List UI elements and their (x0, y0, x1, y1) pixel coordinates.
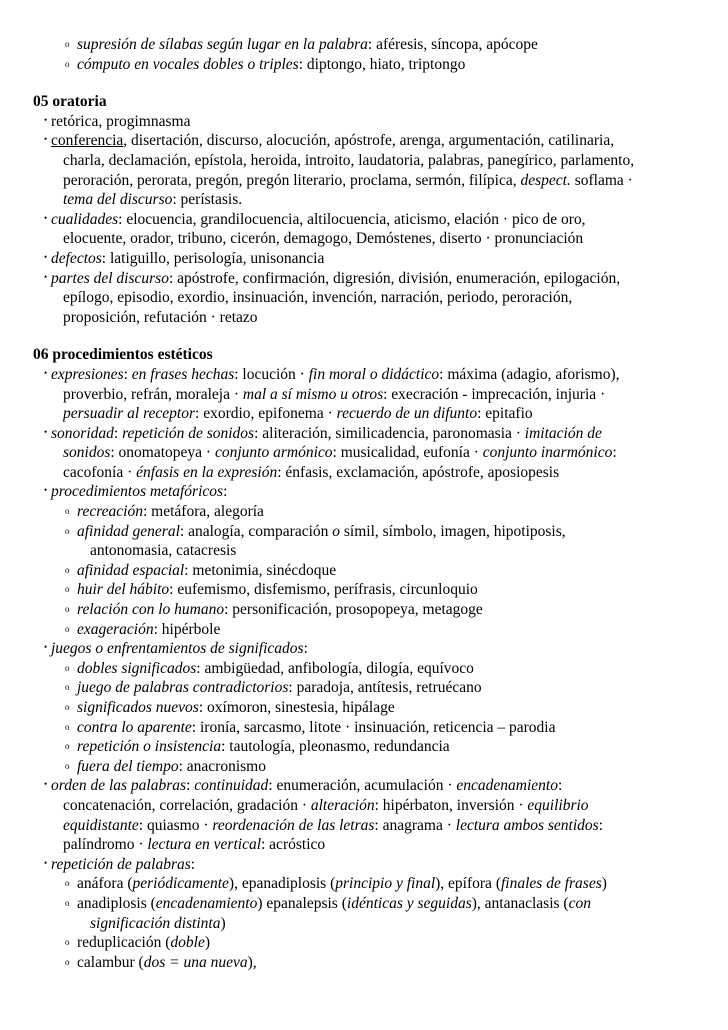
text-run: orden de las palabras (51, 777, 187, 795)
circle-bullet-icon: o (65, 682, 70, 693)
text-run: lectura ambos sentidos (455, 816, 599, 834)
text-run: : apóstrofe, confirmación, digresión, división, enumeración, epilogación, (168, 269, 621, 287)
section-heading-procedimientos: 06 procedimientos estéticos (33, 346, 213, 364)
text-run: persuadir al receptor (63, 405, 196, 423)
text-run: sonoridad (51, 424, 114, 442)
circle-bullet-icon: o (65, 584, 70, 595)
text-run: : onomatopeya · (110, 444, 215, 462)
text-run: : (557, 777, 563, 795)
list-item (0, 737, 728, 757)
text-run: ), epanadiplosis ( (228, 875, 336, 893)
list-item (0, 269, 728, 289)
text-run: exageración (77, 620, 154, 638)
text-run: significación distinta (90, 914, 221, 932)
text-run: afinidad espacial (77, 561, 185, 579)
text-run: soflama · (570, 171, 633, 189)
text-run: repetición de sonidos (122, 424, 255, 442)
text-run: : exordio, epifonema · (195, 405, 337, 423)
list-item (0, 659, 728, 679)
text-run: lectura en vertical (147, 836, 261, 854)
bullet-icon: • (44, 426, 48, 437)
list-item (0, 522, 728, 542)
text-run: huir del hábito (77, 581, 170, 599)
list-item (0, 404, 728, 424)
circle-bullet-icon: o (65, 878, 70, 889)
text-run: epílogo, episodio, exordio, insinuación, invención, narración, periodo, peroración, (63, 289, 573, 307)
text-run: ) (204, 934, 210, 952)
section-procedimientos (0, 365, 728, 972)
list-item (0, 249, 728, 269)
text-run: : ambigüedad, anfibología, dilogía, equívoco (196, 659, 474, 677)
text-run: tema del discurso (63, 191, 173, 209)
text-run: peroración, perorata, pregón, pregón literario, proclama, sermón, filípica, (63, 171, 521, 189)
text-run: elocuente, orador, tribuno, cicerón, demagogo, Demóstenes, diserto · pronunciación (63, 230, 584, 248)
text-run: calambur ( (77, 953, 144, 971)
text-run: : acróstico (261, 836, 326, 854)
text-run: : hipérbole (153, 620, 221, 638)
text-run: : (303, 640, 308, 658)
list-item (0, 600, 728, 620)
list-item (0, 835, 728, 855)
circle-bullet-icon: o (65, 897, 70, 908)
circle-bullet-icon: o (65, 506, 70, 517)
list-item (0, 482, 728, 502)
text-run: : execración - imprecación, injuria · (383, 385, 606, 403)
list-item (0, 678, 728, 698)
text-run: : oxímoron, sinestesia, hipálage (198, 699, 395, 716)
text-run: : ironía, sarcasmo, litote · insinuación, reticencia – parodia (191, 718, 556, 736)
text-run: : énfasis, exclamación, apóstrofe, aposiopesis (277, 463, 560, 481)
text-run: : anacronismo (178, 757, 266, 775)
list-item (0, 365, 728, 385)
text-run: : metonimia, sinécdoque (184, 561, 337, 579)
text-run: encadenamiento (456, 777, 558, 795)
text-run: significados nuevos (77, 699, 199, 716)
text-run: : (190, 855, 196, 873)
text-run: cacofonía · (63, 463, 137, 481)
list-item (0, 424, 728, 444)
text-run: conferencia (51, 132, 124, 150)
list-item (0, 308, 728, 328)
text-run: imitación de (524, 424, 602, 442)
text-run: fuera del tiempo (77, 757, 179, 775)
section-oratoria (0, 112, 728, 328)
circle-bullet-icon: o (65, 564, 70, 575)
text-run: partes del discurso (51, 269, 169, 287)
text-run: conjunto armónico (214, 444, 333, 462)
list-item (0, 502, 728, 522)
text-run: principio y final (335, 875, 436, 893)
text-run: anáfora ( (77, 875, 133, 893)
text-run: mal a sí mismo u otros (242, 385, 384, 403)
list-item (0, 620, 728, 640)
text-run: símil, símbolo, imagen, hipotiposis, (340, 522, 566, 540)
list-item (0, 112, 728, 132)
list-item (0, 914, 728, 934)
text-run: continuidad (194, 777, 269, 795)
text-run: cualidades (51, 210, 119, 228)
text-run: : aféresis, síncopa, apócope (367, 36, 538, 53)
bullet-icon: • (44, 212, 48, 223)
text-run: ) epanalepsis ( (257, 894, 347, 912)
circle-bullet-icon: o (65, 937, 70, 948)
text-run: recreación (77, 503, 143, 521)
text-run: : analogía, comparación (179, 522, 333, 540)
circle-bullet-icon: o (65, 662, 70, 673)
list-item (0, 639, 728, 659)
bullet-icon: • (44, 114, 48, 125)
list-item (0, 35, 728, 55)
text-run: ), antanaclasis ( (471, 894, 569, 912)
text-run: ), epífora ( (435, 875, 501, 893)
text-run: : diptongo, hiato, triptongo (298, 55, 466, 73)
circle-bullet-icon: o (65, 760, 70, 771)
text-run: : epitafio (477, 405, 533, 423)
text-run: alteración (310, 796, 375, 814)
document-page (0, 35, 728, 972)
circle-bullet-icon: o (65, 39, 70, 49)
text-run: : (223, 483, 228, 501)
bullet-icon: • (44, 367, 48, 378)
text-run: : latiguillo, perisología, unisonancia (101, 249, 325, 267)
list-item (0, 796, 728, 816)
text-run: recuerdo de un difunto (336, 405, 478, 423)
text-run: : elocuencia, grandilocuencia, altilocuencia, aticismo, elación · pico de oro, (118, 210, 586, 228)
text-run: supresión de sílabas según lugar en la palabra (77, 36, 368, 53)
text-run: énfasis en la expresión (136, 463, 278, 481)
list-item (0, 894, 728, 914)
text-run: juego de palabras contradictorios (77, 679, 289, 697)
text-run: repetición de palabras (51, 855, 191, 873)
list-item (0, 131, 728, 151)
text-run: equilibrio (527, 796, 589, 814)
text-run: proverbio, refrán, moraleja · (63, 385, 243, 403)
text-run: : (123, 365, 132, 383)
text-run: procedimientos metafóricos (51, 483, 224, 501)
list-item (0, 385, 728, 405)
text-run: : (186, 777, 195, 795)
text-run: : metáfora, alegoría (143, 503, 264, 521)
list-item (0, 210, 728, 230)
text-run: ) (601, 875, 607, 893)
list-item (0, 855, 728, 875)
text-run: : paradoja, antítesis, retruécano (288, 679, 482, 697)
text-run: encadenamiento (155, 894, 258, 912)
circle-bullet-icon: o (65, 702, 70, 712)
text-run: finales de frases (500, 875, 602, 893)
text-run: contra lo aparente (77, 718, 192, 736)
circle-bullet-icon: o (65, 741, 70, 752)
text-run: : musicalidad, eufonía · (332, 444, 483, 462)
text-run: fin moral o didáctico (308, 365, 440, 383)
text-run: doble (170, 934, 205, 952)
list-item (0, 288, 728, 308)
list-item (0, 933, 728, 953)
list-item (0, 443, 728, 463)
text-run: ), (247, 953, 257, 971)
list-item (0, 229, 728, 249)
bullet-icon: • (44, 251, 48, 262)
list-item (0, 816, 728, 836)
text-run: retórica, progimnasma (51, 112, 191, 130)
list-item (0, 953, 728, 973)
bullet-icon: • (44, 485, 48, 496)
circle-bullet-icon: o (65, 58, 70, 69)
text-run: idénticas y seguidas (346, 894, 472, 912)
text-run: : (612, 444, 617, 462)
list-item (0, 561, 728, 581)
text-run: o (332, 522, 341, 540)
text-run: : enumeración, acumulación · (268, 777, 457, 795)
text-run: : aliteración, similicadencia, paronomasia · (254, 424, 525, 442)
text-run: relación con lo humano (77, 601, 225, 619)
list-item (0, 580, 728, 600)
text-run: dos = una nueva (143, 953, 248, 971)
list-item (0, 698, 728, 718)
list-item (0, 463, 728, 483)
text-run: : máxima (adagio, aforismo), (439, 365, 620, 383)
text-run: defectos (51, 249, 102, 267)
text-run: : tautología, pleonasmo, redundancia (221, 738, 450, 756)
circle-bullet-icon: o (65, 721, 70, 732)
text-run: juegos o enfrentamientos de significados (51, 640, 304, 658)
text-run: reduplicación ( (77, 934, 171, 952)
list-item (0, 874, 728, 894)
circle-bullet-icon: o (65, 525, 70, 536)
text-run: palíndromo · (63, 836, 148, 854)
bullet-icon: • (44, 642, 48, 653)
bullet-icon: • (44, 271, 48, 282)
text-run: , disertación, discurso, alocución, apóstrofe, arenga, argumentación, catilinaria, (123, 132, 615, 150)
circle-bullet-icon: o (65, 623, 70, 634)
text-run: ) (220, 914, 226, 932)
text-run: anadiplosis ( (77, 894, 156, 912)
bullet-icon: • (44, 779, 48, 790)
text-run: proposición, refutación · retazo (63, 308, 258, 326)
text-run: : hipérbaton, inversión · (374, 796, 528, 814)
circle-bullet-icon: o (65, 604, 70, 615)
text-run: expresiones (51, 365, 124, 383)
text-run: dobles significados (77, 659, 197, 677)
list-item (0, 151, 728, 171)
circle-bullet-icon: o (65, 956, 70, 967)
list-item (0, 718, 728, 738)
list-item (0, 757, 728, 777)
list-item (0, 541, 728, 561)
text-run: sonidos (63, 444, 111, 462)
list-item (0, 190, 728, 210)
text-run: afinidad general (77, 522, 180, 540)
text-run: : eufemismo, disfemismo, perífrasis, circunloquio (169, 581, 478, 599)
text-run: antonomasia, catacresis (90, 542, 237, 560)
text-run: periódicamente (132, 875, 229, 893)
text-run: repetición o insistencia (77, 738, 222, 756)
text-run: : locución · (234, 365, 309, 383)
text-run: cómputo en vocales dobles o triples (77, 55, 299, 73)
text-run: conjunto inarmónico (482, 444, 613, 462)
text-run: : personificación, prosopopeya, metagoge (224, 601, 483, 619)
list-item (0, 171, 728, 191)
text-run: charla, declamación, epístola, heroida, introito, laudatoria, palabras, panegírico, parlamento, (63, 151, 635, 169)
text-run: con (568, 894, 591, 912)
text-run: : (598, 816, 604, 834)
text-run: concatenación, correlación, gradación · (63, 796, 311, 814)
bullet-icon: • (44, 857, 48, 868)
text-run: despect. (520, 171, 571, 189)
text-run: : quiasmo · (138, 816, 213, 834)
text-run: en frases hechas (131, 365, 235, 383)
text-run: : anagrama · (374, 816, 456, 834)
section-heading-oratoria: 05 oratoria (33, 93, 107, 111)
text-run: equidistante (63, 816, 139, 834)
list-item (0, 55, 728, 75)
bullet-icon: • (44, 134, 48, 145)
text-run: reordenación de las letras (212, 816, 375, 834)
text-run: : perístasis. (172, 191, 243, 209)
list-item (0, 776, 728, 796)
text-run: : (113, 424, 123, 442)
